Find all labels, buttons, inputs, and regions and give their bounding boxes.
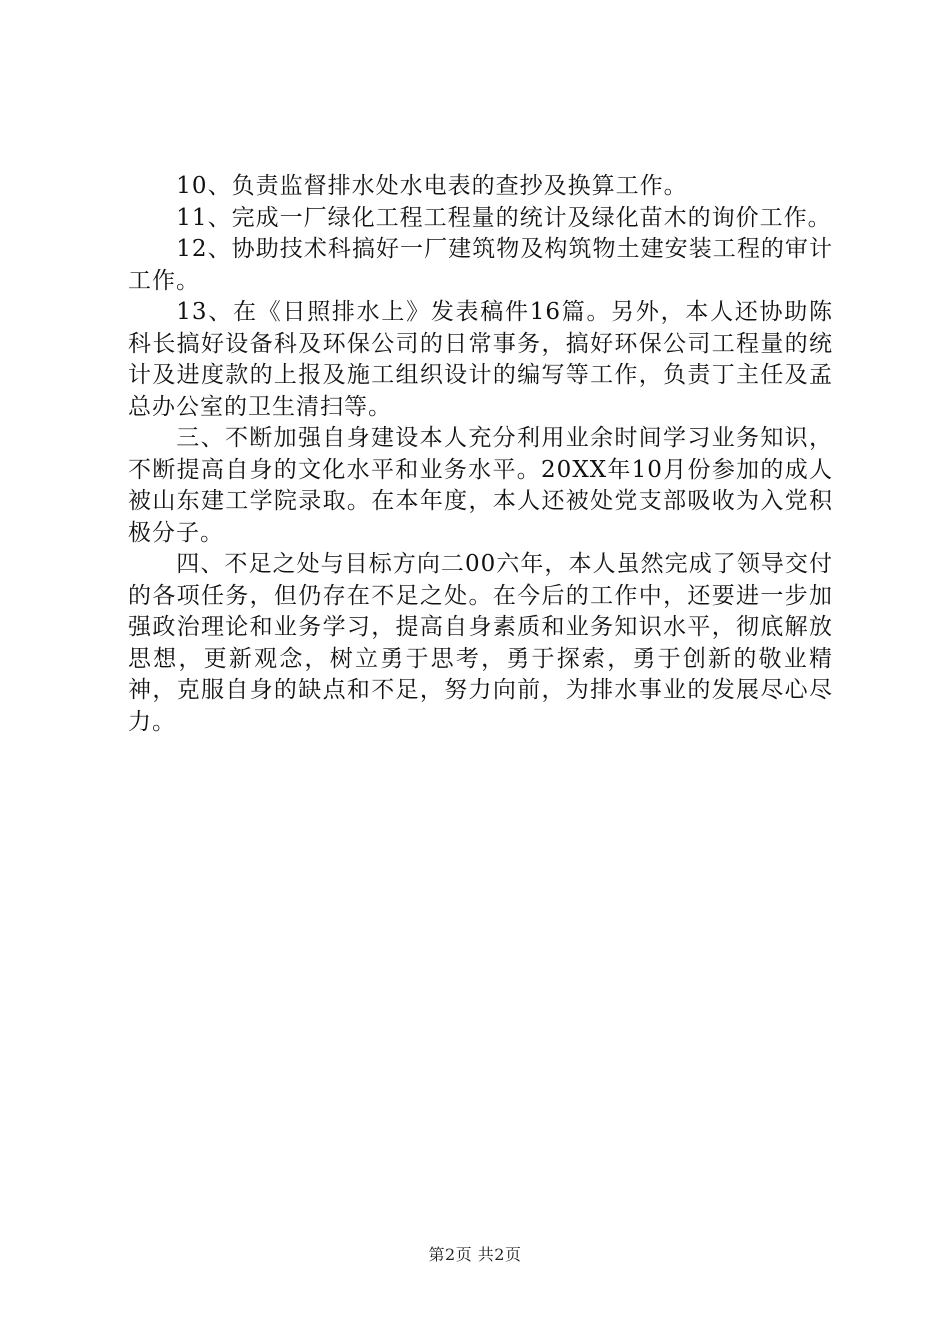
paragraph-item-12: 12、协助技术科搞好一厂建筑物及构筑物土建安装工程的审计工作。 [128,236,833,294]
page-footer: 第2页 共2页 [428,1245,522,1264]
paragraph-item-10: 10、负责监督排水处水电表的查抄及换算工作。 [176,173,688,199]
paragraph-section-4: 四、不足之处与目标方向二00六年，本人虽然完成了领导交付的各项任务，但仍存在不足之处。在今后的工作中，还要进一步加强政治理论和业务学习，提高自身素质和业务知识水平，彻底解放思想，更新观念，树立勇于思考，勇于探索，勇于创新的敬业精神，克服自身的缺点和不足，努力向前，为排水事业的发展尽心尽力。 [128,551,833,735]
document-body [128,171,833,738]
paragraph-item-11: 11、完成一厂绿化工程工程量的统计及绿化苗木的询价工作。 [176,204,832,231]
paragraph-item-13: 13、在《日照排水上》发表稿件16篇。另外，本人还协助陈科长搞好设备科及环保公司的日常事务，搞好环保公司工程量的统计及进度款的上报及施工组织设计的编写等工作，负责丁主任及孟总办公室的卫生清扫等。 [128,299,833,420]
paragraph-section-3: 三、不断加强自身建设本人充分利用业余时间学习业务知识，不断提高自身的文化水平和业务水平。20XX年10月份参加的成人被山东建工学院录取。在本年度，本人还被处党支部吸收为入党积极分子。 [128,425,833,546]
